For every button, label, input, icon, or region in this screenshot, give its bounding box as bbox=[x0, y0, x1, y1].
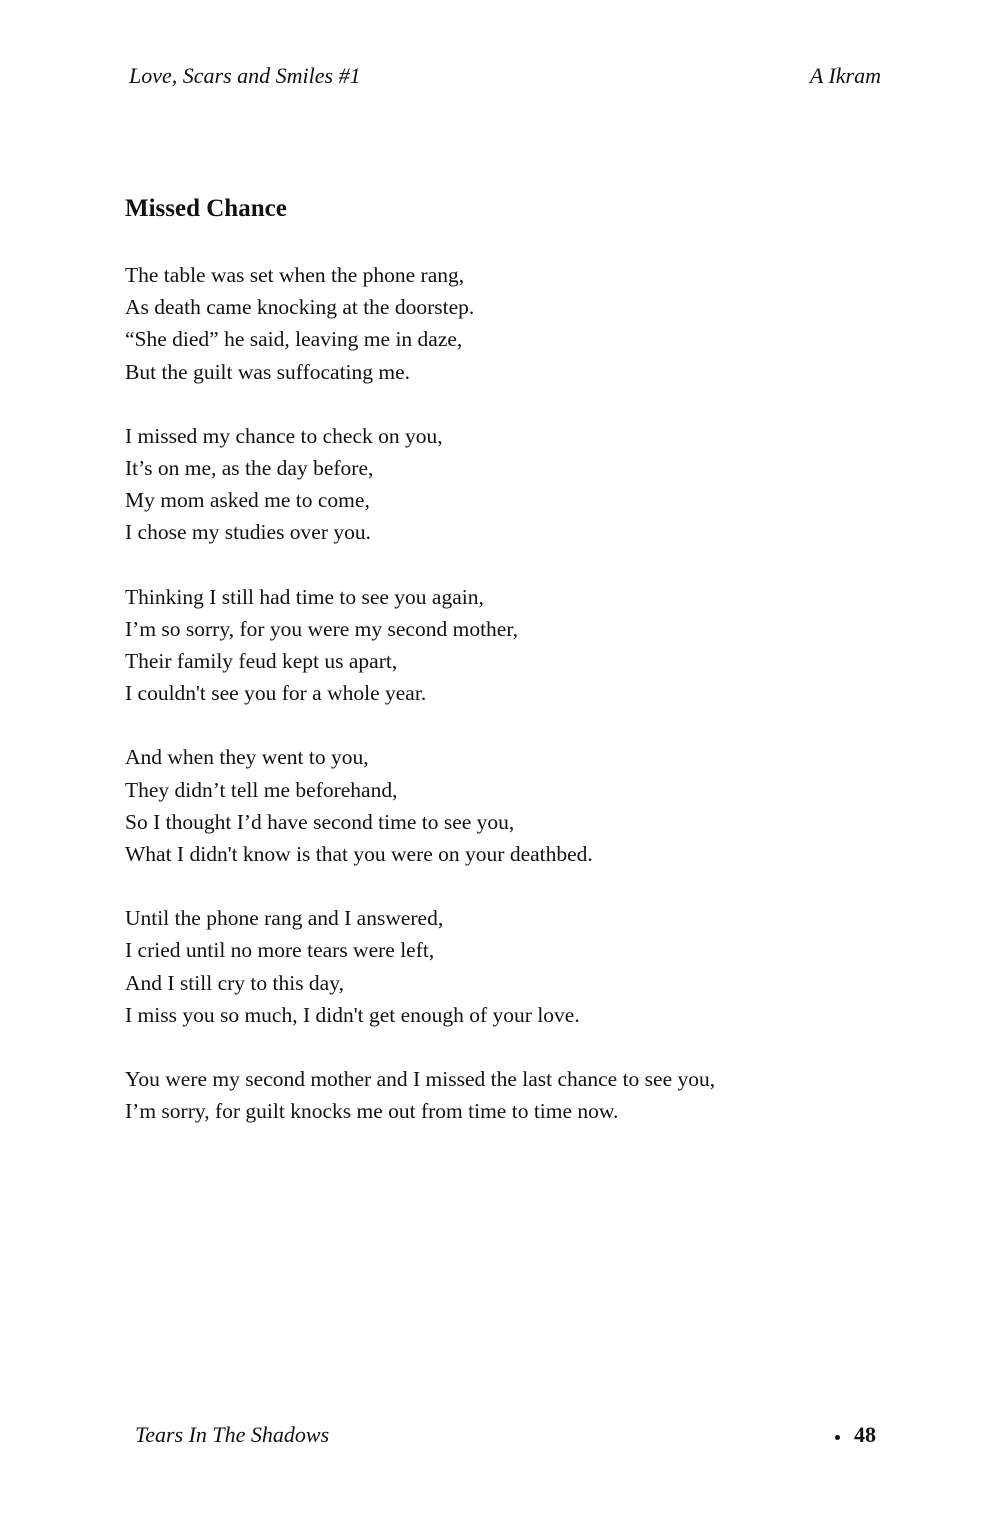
poem-line: As death came knocking at the doorstep. bbox=[125, 295, 475, 320]
page-number-block bbox=[835, 1421, 876, 1449]
stanza-6 bbox=[125, 1063, 885, 1127]
running-header-book-title: Love, Scars and Smiles #1 bbox=[129, 63, 361, 88]
bullet-icon bbox=[835, 1435, 840, 1440]
poem-line: I couldn't see you for a whole year. bbox=[125, 681, 427, 706]
poem-line: It’s on me, as the day before, bbox=[125, 456, 374, 481]
stanza-4 bbox=[125, 741, 885, 870]
poem-body bbox=[125, 259, 885, 1159]
poem-line: I’m so sorry, for you were my second mother, bbox=[125, 616, 519, 641]
page-number: 48 bbox=[854, 1422, 876, 1447]
poem-line: Thinking I still had time to see you again, bbox=[125, 584, 484, 609]
stanza-5 bbox=[125, 902, 885, 1031]
poem-line: Their family feud kept us apart, bbox=[125, 649, 398, 674]
poem-line: My mom asked me to come, bbox=[125, 488, 370, 513]
poem-line: I missed my chance to check on you, bbox=[125, 423, 443, 448]
poem-title: Missed Chance bbox=[125, 195, 287, 222]
running-header-author: A Ikram bbox=[809, 63, 881, 88]
poem-line: What I didn't know is that you were on your deathbed. bbox=[125, 842, 593, 867]
running-footer-section-title: Tears In The Shadows bbox=[135, 1422, 330, 1447]
poem-line: Until the phone rang and I answered, bbox=[125, 906, 444, 931]
poem-line: They didn’t tell me beforehand, bbox=[125, 777, 398, 802]
poem-line: You were my second mother and I missed the last chance to see you, bbox=[125, 1067, 716, 1092]
poem-line: And when they went to you, bbox=[125, 745, 369, 770]
stanza-3 bbox=[125, 581, 885, 710]
poem-line: And I still cry to this day, bbox=[125, 970, 344, 995]
stanza-1 bbox=[125, 259, 885, 388]
poem-line: I miss you so much, I didn't get enough of your love. bbox=[125, 1002, 580, 1027]
poem-line: “She died” he said, leaving me in daze, bbox=[125, 327, 463, 352]
poem-line: But the guilt was suffocating me. bbox=[125, 359, 411, 384]
stanza-2 bbox=[125, 420, 885, 549]
poem-line: The table was set when the phone rang, bbox=[125, 263, 465, 287]
poem-line: So I thought I’d have second time to see you, bbox=[125, 809, 515, 834]
poem-line: I chose my studies over you. bbox=[125, 520, 372, 545]
poem-line: I cried until no more tears were left, bbox=[125, 938, 435, 963]
poem-line: I’m sorry, for guilt knocks me out from time to time now. bbox=[125, 1099, 619, 1124]
